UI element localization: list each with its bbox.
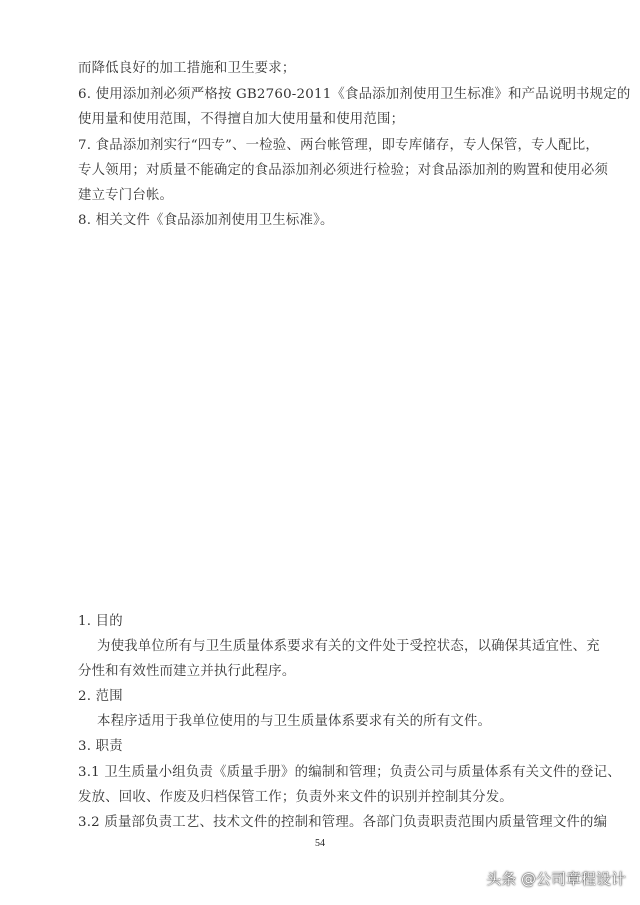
text-line: 专人领用；对质量不能确定的食品添加剂必须进行检验；对食品添加剂的购置和使用必须 [78,163,609,178]
heading-scope: 2. 范围 [78,689,123,704]
paragraph-3-2: 3.2 质量部负责工艺、技术文件的控制和管理。各部门负责职责范围内质量管理文件的编 [78,815,608,830]
heading-responsibilities: 3. 职责 [78,739,123,754]
paragraph-3-1-cont: 发放、回收、作废及归档保管工作；负责外来文件的识别并控制其分发。 [78,790,513,805]
paragraph-scope: 本程序适用于我单位使用的与卫生质量体系要求有关的所有文件。 [97,714,492,729]
text-line: 建立专门台帐。 [78,188,174,203]
list-item-6: 6. 使用添加剂必须严格按 GB2760-2011《食品添加剂使用卫生标准》和产品说明书规定的 [78,87,631,102]
text-line: 而降低良好的加工措施和卫生要求； [78,61,296,76]
text-line: 使用量和使用范围，不得擅自加大使用量和使用范围； [78,112,405,127]
paragraph-3-1: 3.1 卫生质量小组负责《质量手册》的编制和管理；负责公司与质量体系有关文件的登记、 [78,765,621,780]
paragraph-purpose-cont: 分性和有效性而建立并执行此程序。 [78,664,296,679]
paragraph-purpose: 为使我单位所有与卫生质量体系要求有关的文件处于受控状态，以确保其适宜性、充 [97,639,600,654]
heading-purpose: 1. 目的 [78,614,123,629]
list-item-7: 7. 食品添加剂实行“四专”、一检验、两台帐管理，即专库储存，专人保管，专人配比， [78,138,599,153]
watermark: 头条 @公司章程设计 [486,870,626,888]
list-item-8: 8. 相关文件《食品添加剂使用卫生标准》。 [78,213,334,228]
page-number: 54 [315,838,325,849]
